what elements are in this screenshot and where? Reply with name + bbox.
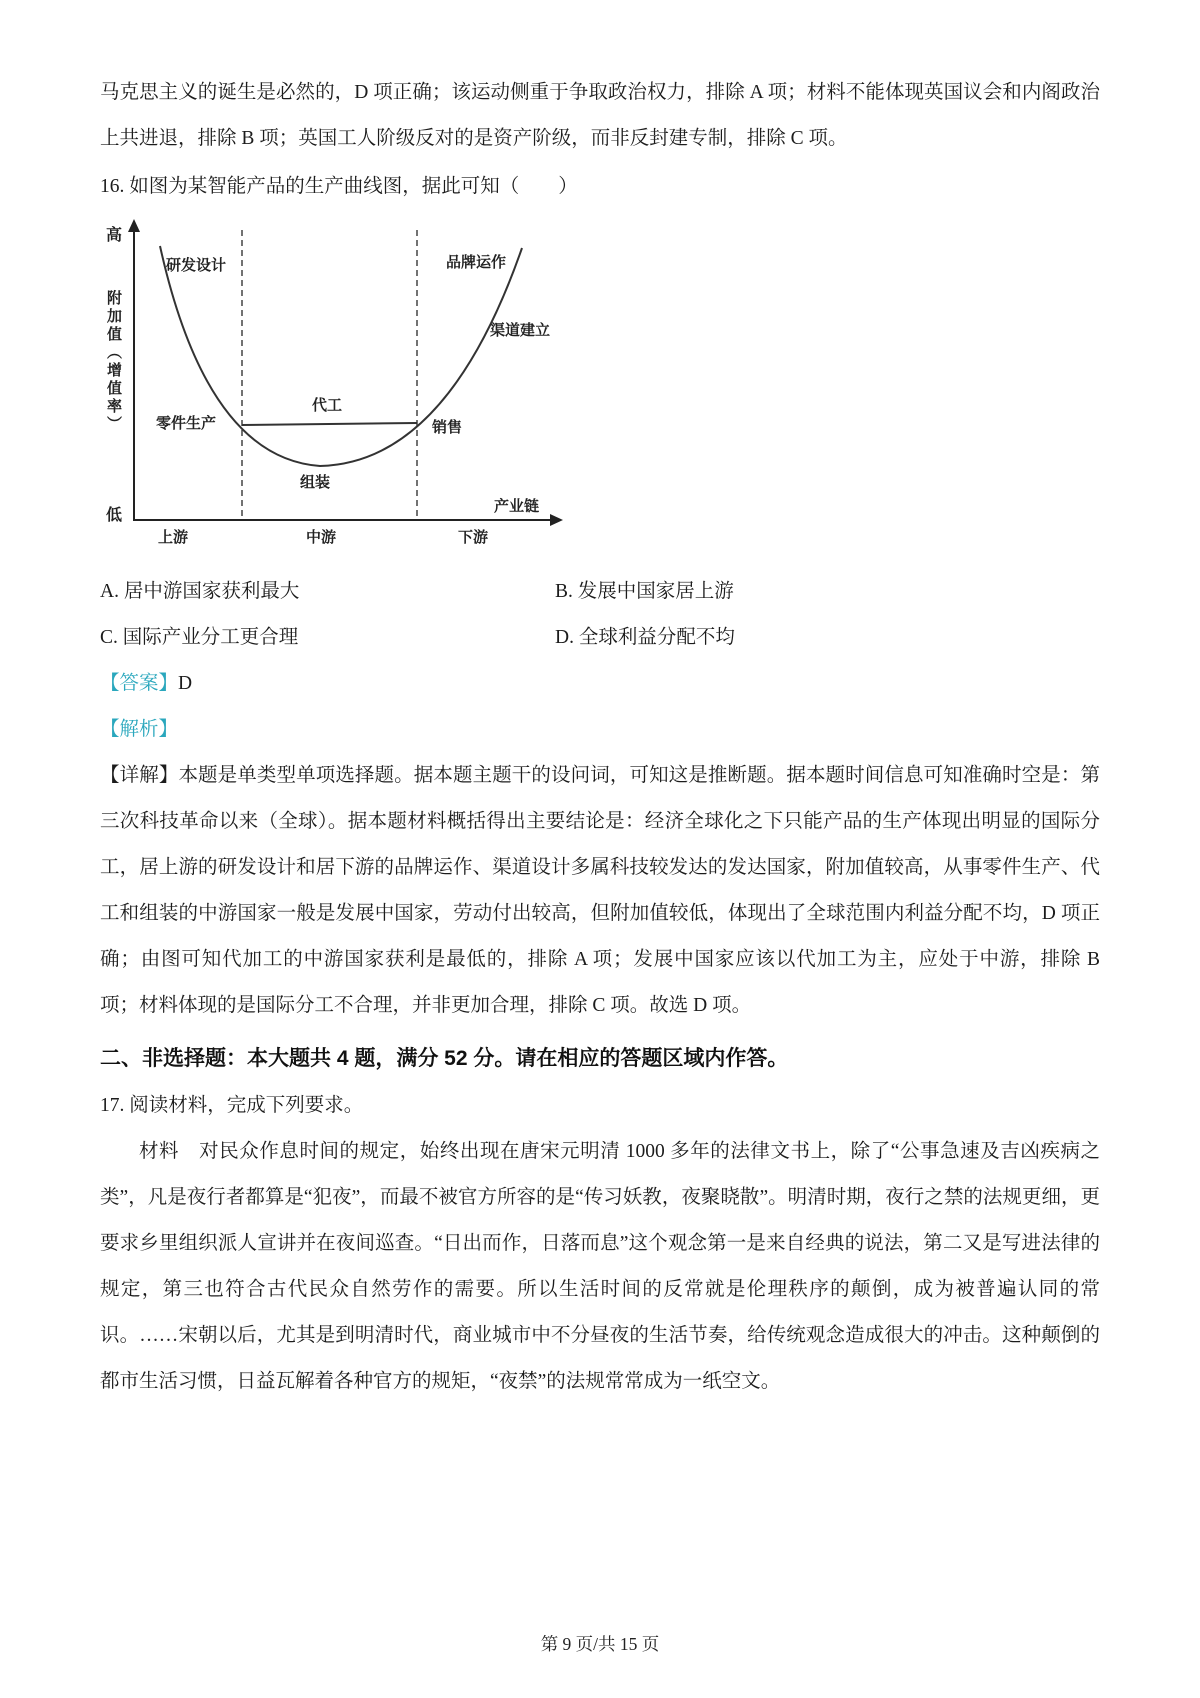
rd-design-label: 研发设计 bbox=[166, 257, 227, 274]
answer-value: D bbox=[178, 673, 193, 694]
channel-building-label: 渠道建立 bbox=[490, 322, 551, 339]
section-2-heading: 二、非选择题：本大题共 4 题，满分 52 分。请在相应的答题区域内作答。 bbox=[100, 1047, 789, 1070]
question-17-stem: 17. 阅读材料，完成下列要求。 bbox=[100, 1095, 364, 1116]
option-d: D. 全球利益分配不均 bbox=[555, 627, 735, 648]
page-footer: 第 9 页/共 15 页 bbox=[540, 1634, 660, 1654]
upstream-label: 上游 bbox=[158, 529, 189, 546]
option-c: C. 国际产业分工更合理 bbox=[100, 627, 299, 648]
sales-label: 销售 bbox=[432, 419, 463, 436]
question-17-material: 材料 对民众作息时间的规定，始终出现在唐宋元明清 1000 多年的法律文书上，除了“公事急速及吉凶疾病之类”，凡是夜行者都算是“犯夜”，而最不被官方所容的是“传习妖教，夜聚晓散”。明清时期，夜行之禁的法规更细，更要求乡里组织派人宣讲并在夜间巡查。“日出而作，日落而息”这个观念第一是来自经典的说法，第二又是写进法律的规定，第三也符合古代民众自然劳作的需要。所以生活时间的反常就是伦理秩序的颠倒，成为被普遍认同的常识。……宋朝以后，尤其是到明清时代，商业城市中不分昼夜的生活节奏，给传统观念造成很大的冲击。这种颠倒的都市生活习惯，日益瓦解着各种官方的规矩，“夜禁”的法规常常成为一纸空文。 bbox=[100, 1141, 1100, 1392]
x-axis-label: 产业链 bbox=[494, 498, 540, 515]
answer-label: 【答案】 bbox=[100, 673, 179, 694]
options-row-2 bbox=[100, 615, 1100, 661]
oem-label: 代工 bbox=[312, 397, 343, 414]
x-axis-arrow bbox=[550, 514, 563, 526]
answer-line bbox=[100, 661, 1100, 707]
y-axis-low-label: 低 bbox=[106, 507, 123, 524]
option-b: B. 发展中国家居上游 bbox=[555, 581, 734, 602]
option-a: A. 居中游国家获利最大 bbox=[100, 581, 300, 602]
detail-explanation-paragraph: 【详解】本题是单类型单项选择题。据本题主题干的设问词，可知这是推断题。据本题时间信息可知准确时空是：第三次科技革命以来（全球）。据本题材料概括得出主要结论是：经济全球化之下只能产品的生产体现出明显的国际分工，居上游的研发设计和居下游的品牌运作、渠道设计多属科技较发达的发达国家，附加值较高，从事零件生产、代工和组装的中游国家一般是发展中国家，劳动付出较高，但附加值较低，体现出了全球范围内利益分配不均，D 项正确；由图可知代加工的中游国家获利是最低的，排除 A 项；发展中国家应该以代加工为主，应处于中游，排除 B 项；材料体现的是国际分工不合理，并非更加合理，排除 C 项。故选 D 项。 bbox=[100, 765, 1100, 1016]
options-row-1 bbox=[100, 569, 1100, 615]
previous-answer-explanation: 马克思主义的诞生是必然的，D 项正确；该运动侧重于争取政治权力，排除 A 项；材料不能体现英国议会和内阁政治上共进退，排除 B 项；英国工人阶级反对的是资产阶级，而非反封建专制，排除 C 项。 bbox=[100, 82, 1100, 149]
smile-curve-figure bbox=[102, 218, 582, 553]
value-axis-label: 附加值（增值率） bbox=[105, 290, 122, 434]
parts-production-label: 零件生产 bbox=[156, 415, 217, 432]
brand-operation-label: 品牌运作 bbox=[446, 254, 507, 271]
oem-segment bbox=[242, 423, 417, 425]
question-16-stem: 16. 如图为某智能产品的生产曲线图，据此可知（ ） bbox=[100, 176, 578, 197]
midstream-label: 中游 bbox=[306, 529, 337, 546]
y-axis-arrow bbox=[128, 219, 140, 232]
y-axis-high-label: 高 bbox=[106, 227, 123, 244]
downstream-label: 下游 bbox=[458, 529, 489, 546]
analysis-line bbox=[100, 707, 1100, 753]
question-16-options bbox=[100, 569, 1100, 661]
analysis-label: 【解析】 bbox=[100, 719, 179, 740]
assembly-label: 组装 bbox=[300, 474, 331, 491]
smile-curve bbox=[160, 246, 522, 466]
